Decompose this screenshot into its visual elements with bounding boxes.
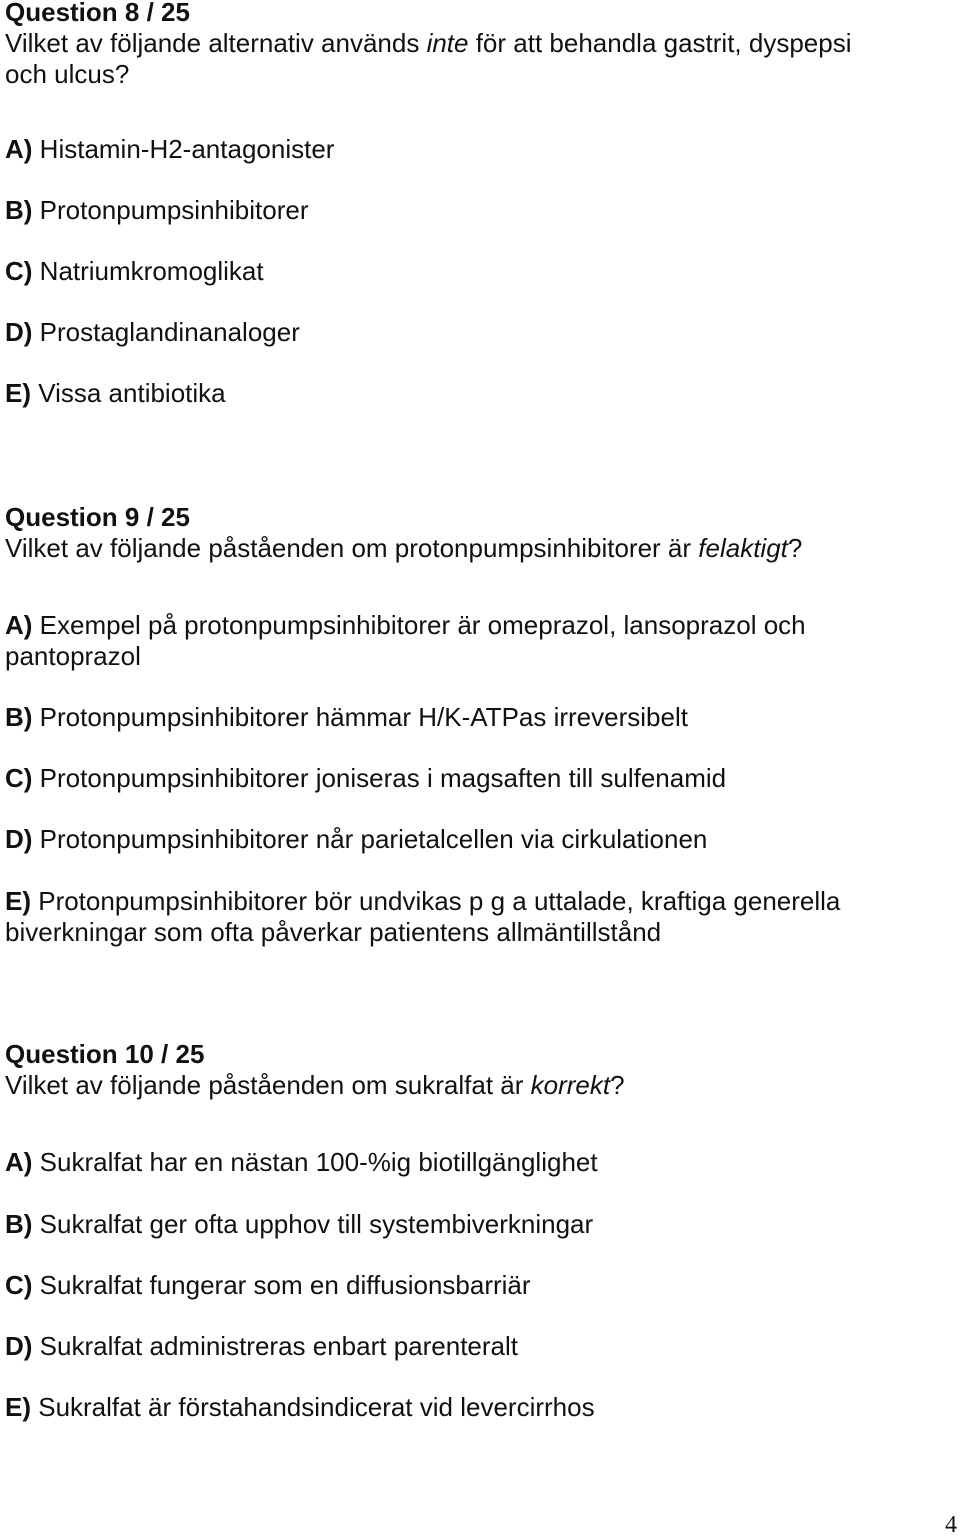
- question-9-text-part: ?: [787, 533, 803, 563]
- question-10-option-c: [5, 1270, 953, 1301]
- option-letter: C): [5, 256, 33, 286]
- question-9-option-a: [5, 610, 953, 672]
- question-8-option-e: [5, 378, 953, 409]
- option-text: Natriumkromoglikat: [32, 256, 264, 286]
- question-8-text-part: Vilket av följande alternativ används: [5, 28, 427, 58]
- option-text: Prostaglandinanaloger: [32, 317, 300, 347]
- question-9-emphasis: felaktigt: [698, 533, 788, 563]
- question-8-text-part: för att behandla gastrit, dyspepsi: [468, 28, 852, 58]
- option-letter: D): [5, 317, 33, 347]
- question-10-text: [5, 1070, 953, 1101]
- option-letter: B): [5, 195, 33, 225]
- question-10-option-b: [5, 1209, 953, 1240]
- option-text: Protonpumpsinhibitorer joniseras i magsaften till sulfenamid: [32, 763, 727, 793]
- question-8: [5, 0, 953, 90]
- question-9-option-c: [5, 763, 953, 794]
- option-text: Vissa antibiotika: [31, 378, 226, 408]
- option-letter: A): [5, 134, 33, 164]
- question-8-option-c: [5, 256, 953, 287]
- question-9: [5, 502, 953, 564]
- question-9-option-d: [5, 824, 953, 855]
- question-9-text-part: Vilket av följande påståenden om protonpumpsinhibitorer är: [5, 533, 699, 563]
- question-10: [5, 1039, 953, 1101]
- option-text: Sukralfat har en nästan 100-%ig biotillgänglighet: [32, 1147, 598, 1177]
- option-text: Protonpumpsinhibitorer bör undvikas p g a uttalade, kraftiga generella: [31, 886, 841, 916]
- question-9-option-e: [5, 886, 953, 948]
- question-8-emphasis: inte: [426, 28, 469, 58]
- question-8-option-d: [5, 317, 953, 348]
- option-letter: E): [5, 886, 31, 916]
- option-text-continued: pantoprazol: [5, 641, 141, 671]
- question-9-option-b: [5, 702, 953, 733]
- question-8-title: Question 8 / 25: [5, 0, 190, 27]
- option-text: Exempel på protonpumpsinhibitorer är omeprazol, lansoprazol och: [32, 610, 806, 640]
- option-letter: A): [5, 610, 33, 640]
- option-letter: D): [5, 824, 33, 854]
- question-10-option-e: [5, 1392, 953, 1423]
- question-10-emphasis: korrekt: [530, 1070, 611, 1100]
- option-text: Sukralfat administreras enbart parenteralt: [32, 1331, 519, 1361]
- option-letter: D): [5, 1331, 33, 1361]
- question-9-title: Question 9 / 25: [5, 502, 190, 532]
- option-letter: B): [5, 702, 33, 732]
- option-letter: C): [5, 1270, 33, 1300]
- question-8-option-a: [5, 134, 953, 165]
- option-text: Sukralfat fungerar som en diffusionsbarriär: [32, 1270, 531, 1300]
- option-letter: A): [5, 1147, 33, 1177]
- option-letter: E): [5, 378, 31, 408]
- option-text-continued: biverkningar som ofta påverkar patientens allmäntillstånd: [5, 917, 662, 947]
- question-10-text-part: ?: [610, 1070, 625, 1100]
- option-letter: E): [5, 1392, 31, 1422]
- question-10-text-part: Vilket av följande påståenden om sukralfat är: [5, 1070, 531, 1100]
- page-number: 4: [945, 1512, 957, 1538]
- option-text: Histamin-H2-antagonister: [32, 134, 335, 164]
- option-text: Protonpumpsinhibitorer når parietalcellen via cirkulationen: [32, 824, 708, 854]
- question-10-title: Question 10 / 25: [5, 1039, 205, 1069]
- option-letter: C): [5, 763, 33, 793]
- option-text: Sukralfat är förstahandsindicerat vid levercirrhos: [31, 1392, 595, 1422]
- question-8-text: [5, 28, 953, 59]
- question-10-option-a: [5, 1147, 953, 1178]
- option-letter: B): [5, 1209, 33, 1239]
- option-text: Protonpumpsinhibitorer: [32, 195, 309, 225]
- question-9-text: [5, 533, 953, 564]
- option-text: Sukralfat ger ofta upphov till systembiverkningar: [32, 1209, 594, 1239]
- question-10-option-d: [5, 1331, 953, 1362]
- question-8-option-b: [5, 195, 953, 226]
- option-text: Protonpumpsinhibitorer hämmar H/K-ATPas irreversibelt: [32, 702, 688, 732]
- question-8-text-line2: och ulcus?: [5, 59, 130, 89]
